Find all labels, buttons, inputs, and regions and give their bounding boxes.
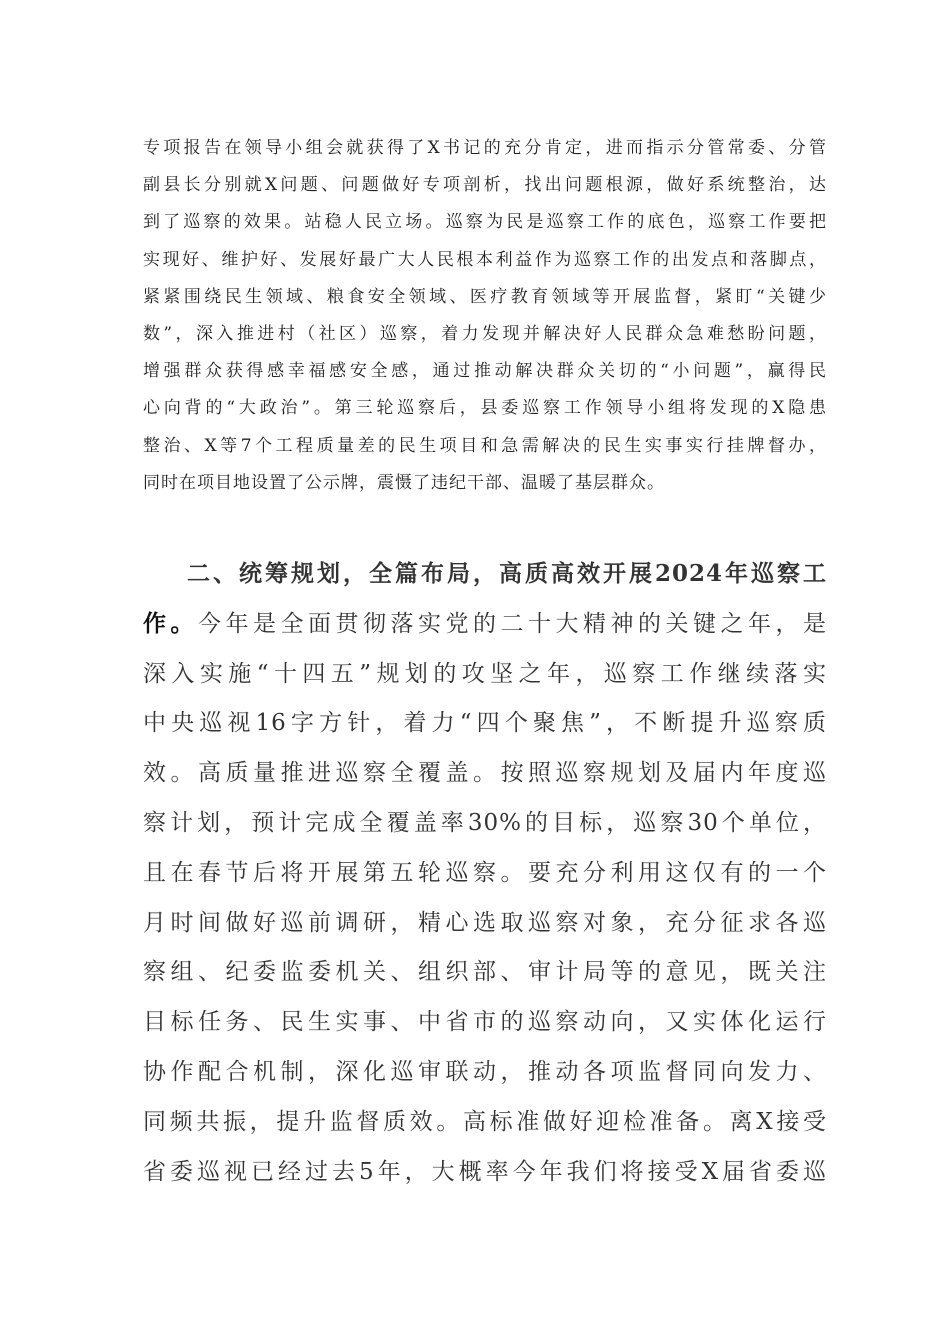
text-line: 整治、X等7个工程质量差的民生项目和急需解决的民生实事实行挂牌督办，: [143, 435, 827, 456]
paragraph-continued: [143, 134, 827, 506]
text-line: 协作配合机制，深化巡审联动，推动各项监督同向发力、: [143, 1058, 827, 1085]
text-line: 紧紧围绕民生领域、粮食安全领域、医疗教育领域等开展监督，紧盯“关键少: [143, 286, 827, 307]
text-line-rest: 今年是全面贯彻落实党的二十大精神的关键之年，是: [198, 610, 827, 637]
text-line: 实现好、维护好、发展好最广大人民根本利益作为巡察工作的出发点和落脚点，: [143, 249, 827, 270]
text-line: 到了巡察的效果。站稳人民立场。巡察为民是巡察工作的底色，巡察工作要把: [143, 212, 827, 233]
text-line: 专项报告在领导小组会就获得了X书记的充分肯定，进而指示分管常委、分管: [143, 138, 827, 158]
text-line: 月时间做好巡前调研，精心选取巡察对象，充分征求各巡: [143, 909, 827, 936]
text-line: 增强群众获得感幸福感安全感，通过推动解决群众关切的“小问题”，赢得民: [143, 361, 827, 382]
text-line: 目标任务、民生实事、中省市的巡察动向，又实体化运行: [143, 1009, 827, 1036]
text-line: 同频共振，提升监督质效。高标准做好迎检准备。离X接受: [143, 1108, 827, 1135]
text-line: 且在春节后将开展第五轮巡察。要充分利用这仅有的一个: [143, 859, 827, 886]
section-heading: 二、统筹规划，全篇布局，高质高效开展2024年巡察工: [187, 560, 827, 587]
section-heading-end: 作。: [143, 609, 198, 637]
text-line: 同时在项目地设置了公示牌，震慑了违纪干部、温暖了基层群众。: [143, 472, 665, 493]
text-line: 察组、纪委监委机关、组织部、审计局等的意见，既关注: [143, 959, 827, 986]
text-line: 察计划，预计完成全覆盖率30%的目标，巡察30个单位，: [143, 809, 827, 836]
text-line: 心向背的“大政治”。第三轮巡察后，县委巡察工作领导小组将发现的X隐患: [143, 398, 827, 419]
text-line: 数”，深入推进村（社区）巡察，着力发现并解决好人民群众急难愁盼问题，: [143, 323, 827, 344]
text-line: 深入实施“十四五”规划的攻坚之年，巡察工作继续落实: [143, 660, 827, 687]
text-line: 中央巡视16字方针，着力“四个聚焦”，不断提升巡察质: [143, 710, 827, 737]
text-line: 省委巡视已经过去5年，大概率今年我们将接受X届省委巡: [143, 1158, 827, 1185]
text-line: [143, 606, 827, 656]
text-line: 效。高质量推进巡察全覆盖。按照巡察规划及届内年度巡: [143, 760, 827, 787]
section-two: [143, 556, 827, 1203]
text-line: 副县长分别就X问题、问题做好专项剖析，找出问题根源，做好系统整治，达: [143, 175, 827, 196]
